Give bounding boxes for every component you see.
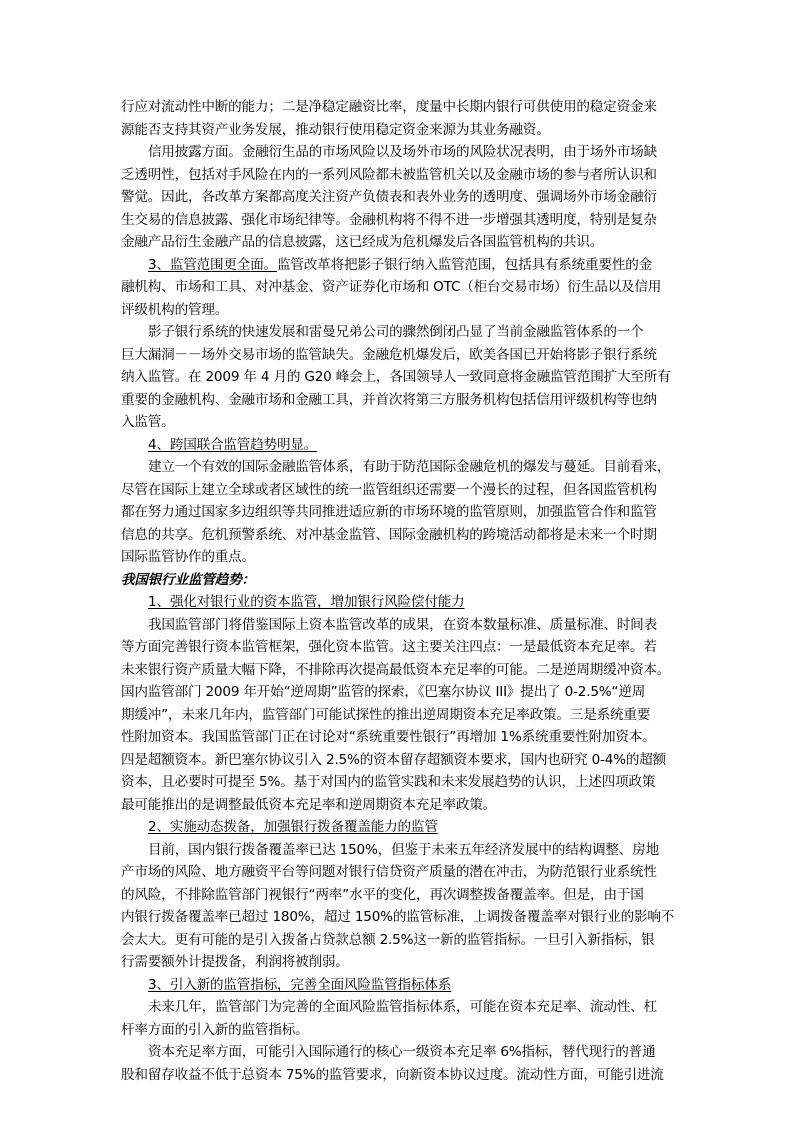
line-text: 都在努力通过国家多边组织等共同推进适应新的市场环境的监管原则，加强监管合作和监管: [121, 504, 657, 520]
text-line: [121, 884, 674, 907]
line-text: 源能否支持其资产业务发展，推动银行使用稳定资金来源为其业务融资。: [121, 121, 550, 138]
text-line: [121, 861, 674, 884]
line-text: 评级机构的管理。: [121, 301, 229, 318]
text-line: [121, 141, 674, 164]
line-text: 目前，国内银行拨备覆盖率已达 150%，但鉴于未来五年经济发展中的结构调整、房地: [148, 841, 659, 858]
line-text: 金融产品衍生金融产品的信息披露，这已经成为危机爆发后各国监管机构的共识。: [121, 234, 604, 250]
text-line: [121, 299, 674, 322]
line-text: 资本充足率方面，可能引入国际通行的核心一级资本充足率 6%指标，替代现行的普通: [148, 1044, 656, 1060]
text-line: [121, 524, 674, 547]
line-text: 3、引入新的监管指标，完善全面风险监管指标体系: [148, 976, 452, 993]
line-text: 影子银行系统的快速发展和雷曼兄弟公司的骤然倒闭凸显了当前金融监管体系的一个: [148, 324, 644, 340]
line-text: 国内监管部门 2009 年开始“逆周期”监管的探索，《巴塞尔协议 III》提出了 0-2.5%“逆周: [121, 684, 646, 700]
text-line: [121, 119, 674, 142]
line-text: 重要的金融机构、金融市场和金融工具，并首次将第三方服务机构包括信用评级机构等也纳: [121, 391, 657, 408]
document-body: [121, 96, 674, 1086]
section-heading: [121, 569, 674, 592]
subsection-heading: [121, 974, 674, 997]
text-line: [121, 614, 674, 637]
text-line: [121, 96, 674, 119]
text-line: [121, 681, 674, 704]
text-line: [121, 726, 674, 749]
text-line: [121, 411, 674, 434]
subsection-heading: [121, 816, 674, 839]
text-line: [121, 366, 674, 389]
text-line: [121, 389, 674, 412]
line-text-continued: 监管改革将把影子银行纳入监管范围，包括具有系统重要性的金: [277, 256, 653, 273]
text-line: [121, 321, 674, 344]
line-text: 的风险，不排除监管部门视银行“两率”水平的变化，再次调整拨备覆盖率。但是，由于国: [121, 886, 644, 903]
text-line: [121, 771, 674, 794]
text-line: [121, 501, 674, 524]
line-text: 我国监管部门将借鉴国际上资本监管改革的成果，在资本数量标准、质量标准、时间表: [148, 616, 657, 633]
line-text: 建立一个有效的国际金融监管体系，有助于防范国际金融危机的爆发与蔓延。目前看来，: [148, 459, 671, 475]
text-line: [121, 794, 674, 817]
line-text: 会太大。更有可能的是引入拨备占贷款总额 2.5%这一新的监管指标。一旦引入新指标，银: [121, 931, 655, 948]
line-text: 行应对流动性中断的能力；二是净稳定融资比率，度量中长期内银行可供使用的稳定资金来: [121, 99, 657, 115]
line-text: 信息的共享。危机预警系统、对冲基金监管、国际金融机构的跨境活动都将是未来一个时期: [121, 526, 657, 543]
line-text: 期缓冲”，未来几年内，监管部门可能试探性的推出逆周期资本充足率政策。三是系统重要: [121, 706, 651, 723]
text-line: [121, 231, 674, 254]
line-text: 尽管在国际上建立全球或者区域性的统一监管组织还需要一个漫长的过程，但各国监管机构: [121, 481, 657, 498]
text-line: [121, 906, 674, 929]
line-text: 性附加资本。我国监管部门正在讨论对“系统重要性银行”再增加 1%系统重要性附加资本。: [121, 729, 656, 745]
text-line: [121, 164, 674, 187]
line-text: 四是超额资本。新巴塞尔协议引入 2.5%的资本留存超额资本要求，国内也研究 0-4%的超额: [121, 751, 667, 768]
line-text: 国际监管协作的重点。: [121, 549, 255, 565]
line-text: 内银行拨备覆盖率已超过 180%，超过 150%的监管标准，上调拨备覆盖率对银行业的影响不: [121, 909, 674, 925]
line-text: 2、实施动态拨备，加强银行拨备覆盖能力的监管: [148, 819, 438, 835]
text-line: [121, 1064, 674, 1087]
subsection-heading: [121, 591, 674, 614]
line-text: 生交易的信息披露、强化市场纪律等。金融机构将不得不进一步增强其透明度，特别是复杂: [121, 211, 657, 228]
line-text: 股和留存收益不低于总资本 75%的监管要求，向新资本协议过度。流动性方面，可能引进流: [121, 1066, 664, 1083]
line-text: 最可能推出的是调整最低资本充足率和逆周期资本充足率政策。: [121, 796, 497, 813]
text-line: [121, 929, 674, 952]
text-line: [121, 749, 674, 772]
text-line: [121, 479, 674, 502]
text-line: [121, 1019, 674, 1042]
line-text: 融机构、市场和工具、对冲基金、资产证券化市场和 OTC（柜台交易市场）衍生品以及信用: [121, 279, 662, 295]
text-line: [121, 839, 674, 862]
text-line: [121, 659, 674, 682]
text-line: [121, 951, 674, 974]
line-text: 杆率方面的引入新的监管指标。: [121, 1021, 309, 1038]
subsection-heading: [121, 254, 674, 277]
line-text: 乏透明性，包括对手风险在内的一系列风险都未被监管机关以及金融市场的参与者所认识和: [121, 166, 657, 183]
line-text: 产市场的风险、地方融资平台等问题对银行信贷资产质量的潜在冲击，为防范银行业系统性: [121, 864, 657, 880]
line-text: 巨大漏洞－－场外交易市场的监管缺失。金融危机爆发后，欧美各国已开始将影子银行系统: [121, 346, 657, 363]
line-text: 纳入监管。在 2009 年 4 月的 G20 峰会上，各国领导人一致同意将金融监管范围扩大至所有: [121, 369, 671, 385]
text-line: [121, 456, 674, 479]
text-line: [121, 546, 674, 569]
line-text: 未来银行资产质量大幅下降，不排除再次提高最低资本充足率的可能。二是逆周期缓冲资本。: [121, 661, 671, 678]
line-text: 3、监管范围更全面。: [148, 256, 277, 273]
subsection-heading: [121, 434, 674, 457]
line-text: 1、强化对银行业的资本监管，增加银行风险偿付能力: [148, 594, 465, 610]
line-text: 等方面完善银行资本监管框架，强化资本监管。这主要关注四点：一是最低资本充足率。若: [121, 639, 657, 655]
line-text: 行需要额外计提拨备，利润将被削弱。: [121, 954, 349, 970]
line-text: 信用披露方面。金融衍生品的市场风险以及场外市场的风险状况表明，由于场外市场缺: [148, 144, 657, 160]
text-line: [121, 276, 674, 299]
text-line: [121, 704, 674, 727]
text-line: [121, 186, 674, 209]
text-line: [121, 636, 674, 659]
text-line: [121, 344, 674, 367]
line-text: 未来几年，监管部门为完善的全面风险监管指标体系，可能在资本充足率、流动性、杠: [148, 999, 657, 1015]
text-line: [121, 209, 674, 232]
line-text: 资本，且必要时可提至 5%。基于对国内的监管实践和未来发展趋势的认识，上述四项政策: [121, 774, 656, 790]
line-text: 我国银行业监管趋势：: [121, 571, 255, 588]
line-text: 警觉。因此，各改革方案都高度关注资产负债表和表外业务的透明度、强调场外市场金融衍: [121, 189, 657, 205]
text-line: [121, 996, 674, 1019]
line-text: 4、跨国联合监管趋势明显。: [148, 436, 318, 453]
line-text: 入监管。: [121, 414, 175, 430]
text-line: [121, 1041, 674, 1064]
